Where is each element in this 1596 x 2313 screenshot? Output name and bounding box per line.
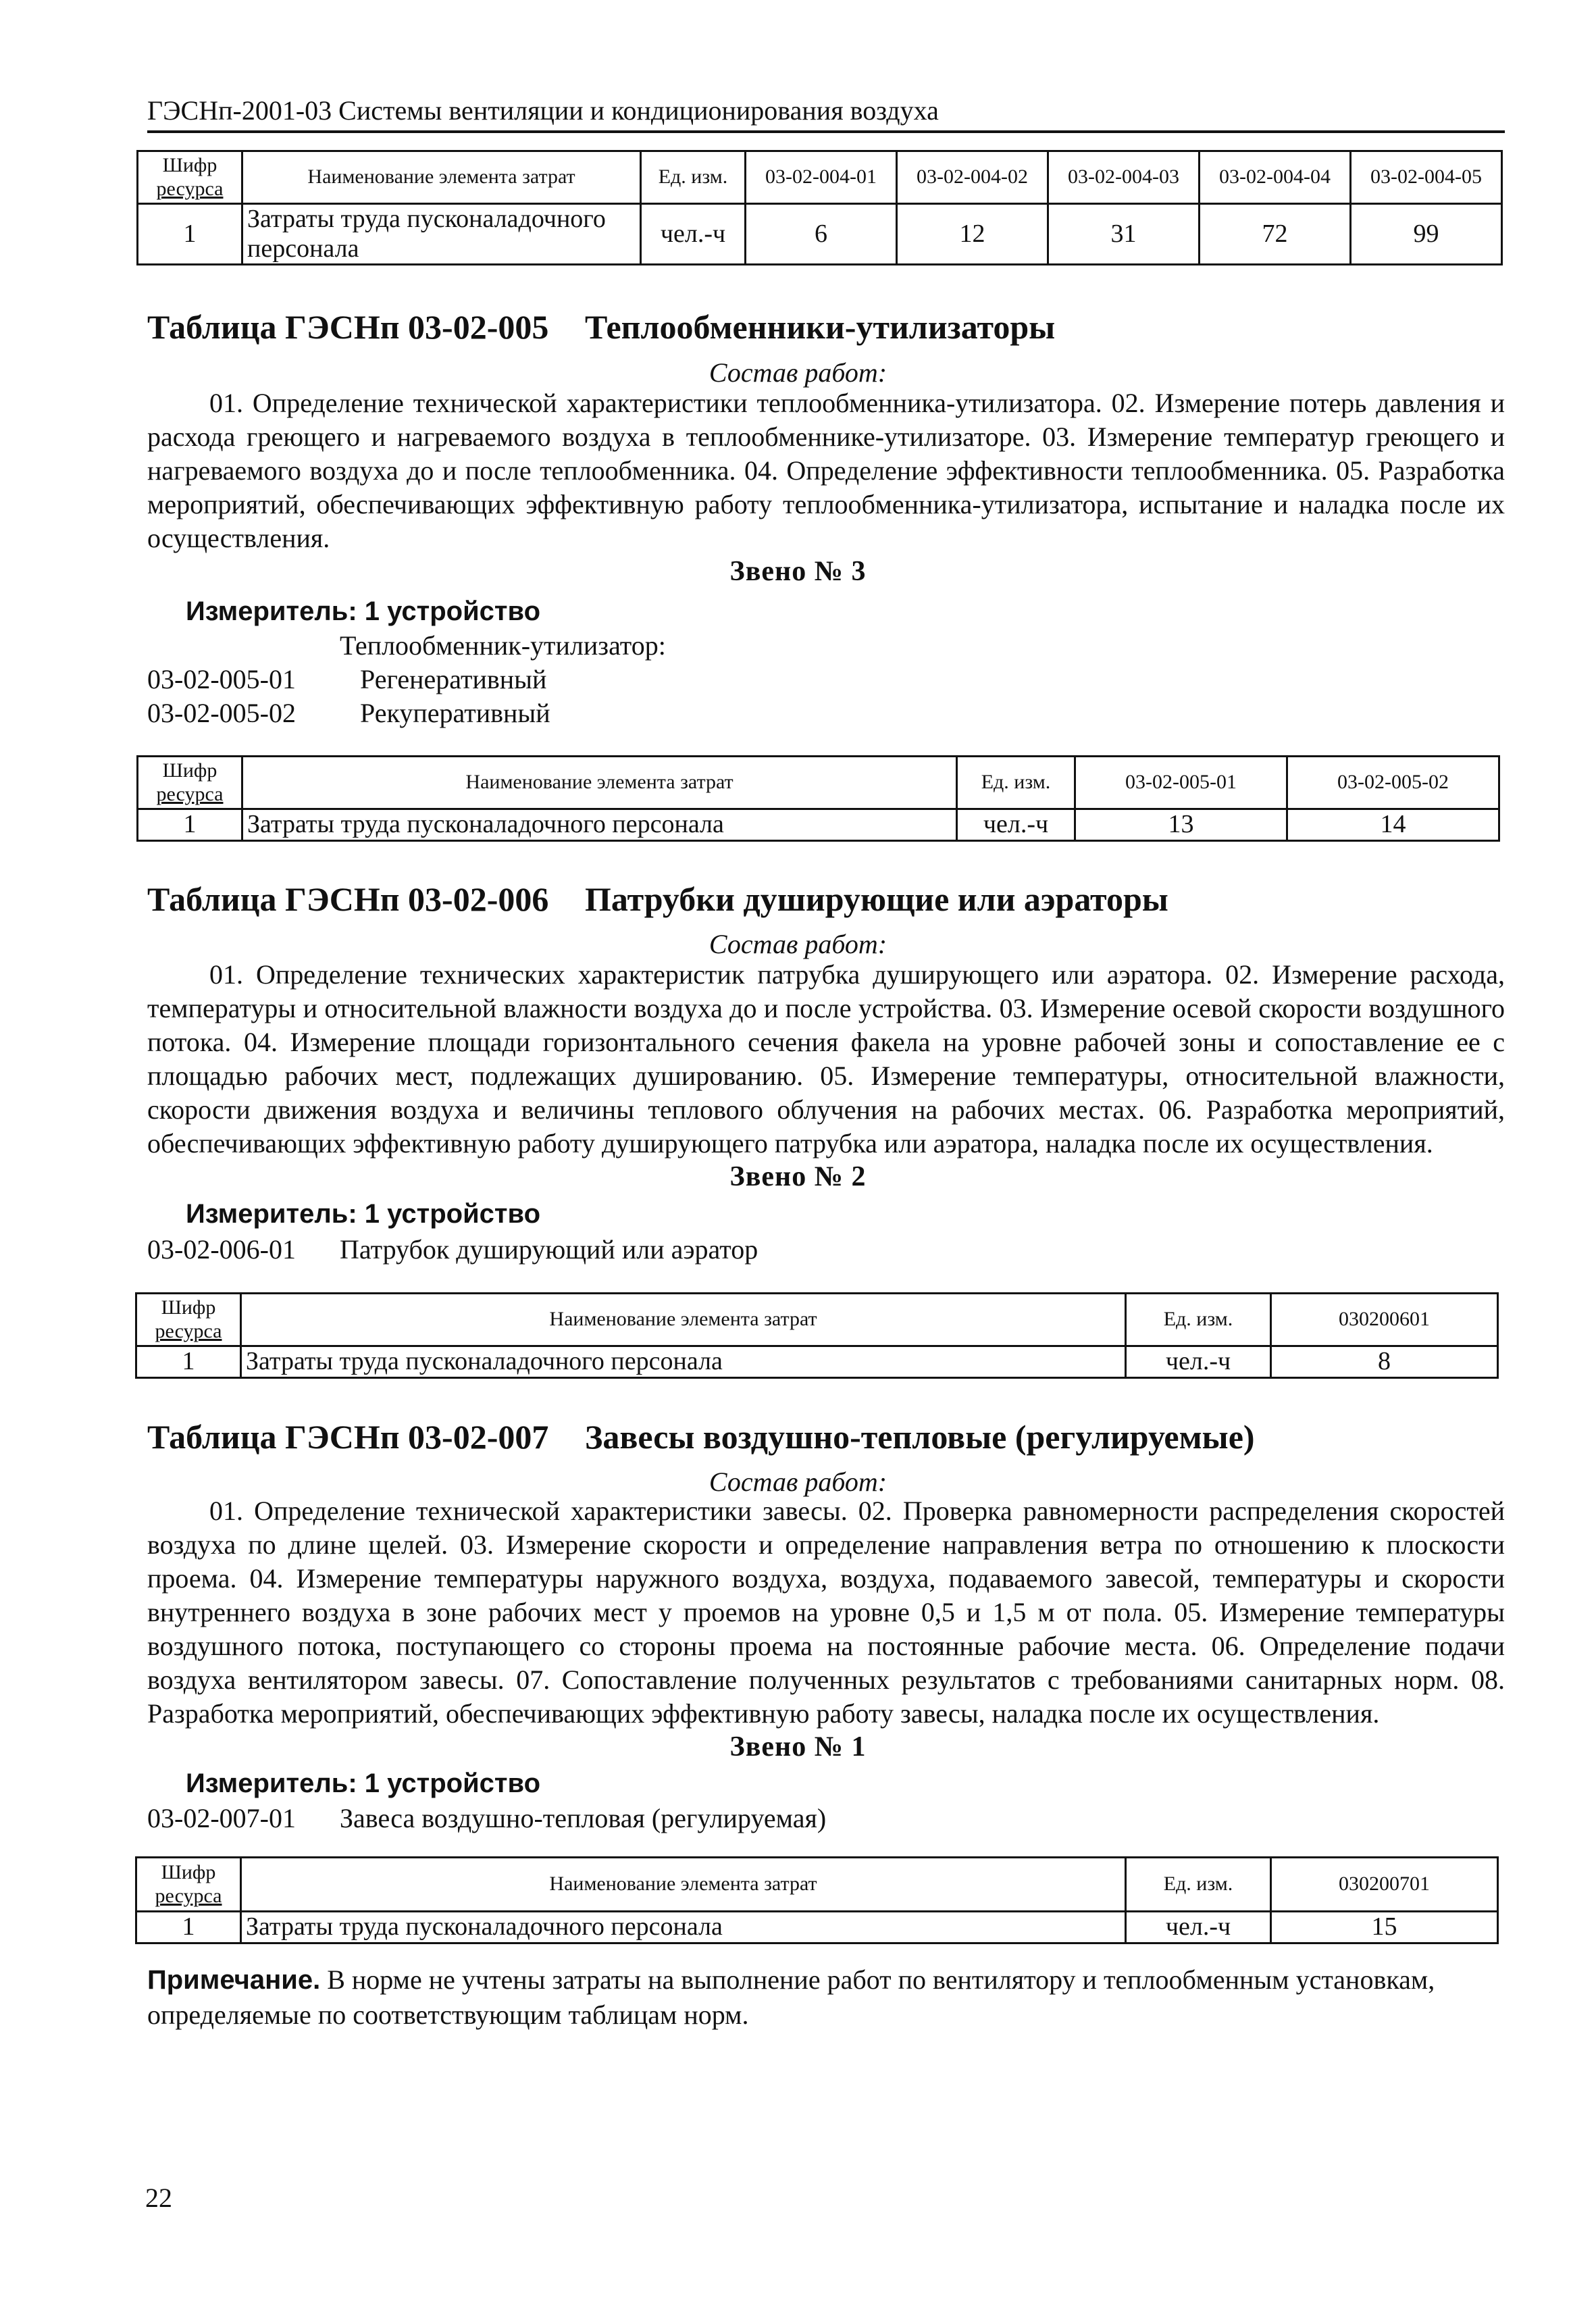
row-value: 8: [1271, 1346, 1498, 1378]
row-value: 72: [1200, 204, 1351, 265]
item-name: Завеса воздушно-тепловая (регулируемая): [340, 1803, 827, 1833]
table-row: [138, 204, 1502, 265]
code-header: Шифр ресурса: [138, 757, 242, 809]
composition-text: 01. Определение технических характеристик патрубка душирующего или аэратора. 02. Измерение расхода, температуры и относительной влажности воздуха до и после устройства. 03. Измерение осевой скорости воздушного потока. 04. Измерение площади горизонтального сечения факела на уровне рабочей зоны и сопоставление ее с площадью рабочих мест, подлежащих душированию. 05. Измерение температуры, относительной влажности, скорости движения воздуха и величины теплового облучения на рабочих местах. 06. Разработка мероприятий, обеспечивающих эффективную работу душирующего патрубка или аэратора, наладка после их осуществления.: [147, 959, 1505, 1159]
row-unit: чел.-ч: [641, 204, 746, 265]
table-title-007: [147, 1417, 1255, 1456]
table-row: [136, 1912, 1498, 1943]
composition-label: Состав работ:: [709, 357, 887, 388]
code-header: Шифр ресурса: [138, 151, 242, 204]
unit-header: Ед. изм.: [1126, 1294, 1271, 1346]
table-row: [138, 809, 1499, 841]
row-name: Затраты труда пусконаладочного персонала: [241, 1346, 1126, 1378]
norm-table-004: [136, 150, 1503, 265]
unit-header: Ед. изм.: [957, 757, 1075, 809]
item-code: 03-02-007-01: [147, 1803, 296, 1833]
page-number: 22: [145, 2183, 172, 2213]
meter-label: Измеритель: 1 устройство: [186, 1769, 540, 1798]
zveno-label: Звено № 1: [729, 1731, 867, 1762]
row-code: 1: [136, 1346, 241, 1378]
row-unit: чел.-ч: [1126, 1346, 1271, 1378]
item-code: 03-02-006-01: [147, 1234, 296, 1265]
item-code: 03-02-005-02: [147, 698, 296, 728]
item-name: Патрубок душирующий или аэратор: [340, 1234, 758, 1265]
composition-text: 01. Определение технической характеристики завесы. 02. Проверка равномерности распределения скоростей воздуха по длине щелей. 03. Измерение скорости и определение направления ветра по отношению к плоскости проема. 04. Измерение температуры наружного воздуха, воздуха, подаваемого завесой, температуры и скорости внутреннего воздуха в зоне рабочих мест у проемов на уровне 0,5 и 1,5 м от пола. 05. Измерение температуры воздушного потока, поступающего со стороны проема на постоянные рабочие места. 06. Определение подачи воздуха вентилятором завесы. 07. Сопоставление полученных результатов с требованиями санитарных норм. 08. Разработка мероприятий, обеспечивающих эффективную работу завесы, наладка после их осуществления.: [147, 1496, 1505, 1729]
row-name: Затраты труда пусконаладочного персонала: [242, 204, 641, 265]
col-code: 03-02-004-03: [1048, 151, 1200, 204]
col-code: 03-02-005-01: [1075, 757, 1287, 809]
table-name: Завесы воздушно-тепловые (регулируемые): [585, 1418, 1255, 1456]
col-code: 03-02-004-04: [1200, 151, 1351, 204]
table-number: Таблица ГЭСНп 03-02-006: [147, 880, 549, 918]
zveno-label: Звено № 3: [729, 556, 867, 587]
composition-label: Состав работ:: [709, 929, 887, 959]
composition-label: Состав работ:: [709, 1467, 887, 1497]
note-label: Примечание.: [147, 1965, 321, 1995]
row-value: 6: [746, 204, 897, 265]
row-unit: чел.-ч: [1126, 1912, 1271, 1943]
col-code: 03-02-004-05: [1351, 151, 1502, 204]
col-code: 030200701: [1271, 1858, 1498, 1912]
table-number: Таблица ГЭСНп 03-02-007: [147, 1418, 549, 1456]
row-value: 13: [1075, 809, 1287, 841]
norm-table-006: [135, 1292, 1499, 1379]
note-text: В норме не учтены затраты на выполнение работ по вентилятору и теплообменным установкам, определяемые по соответствующим таблицам норм.: [147, 1964, 1435, 2030]
zveno-label: Звено № 2: [729, 1161, 867, 1192]
code-header: Шифр ресурса: [136, 1294, 241, 1346]
col-code: 03-02-004-02: [897, 151, 1048, 204]
unit-header: Ед. изм.: [1126, 1858, 1271, 1912]
name-header: Наименование элемента затрат: [241, 1294, 1126, 1346]
row-value: 31: [1048, 204, 1200, 265]
row-code: 1: [138, 204, 242, 265]
table-number: Таблица ГЭСНп 03-02-005: [147, 308, 549, 346]
item-code: 03-02-005-01: [147, 664, 296, 694]
table-row: [136, 1346, 1498, 1378]
col-code: 030200601: [1271, 1294, 1498, 1346]
item-name: Регенеративный: [360, 664, 547, 694]
composition-text: 01. Определение технической характеристики теплообменника-утилизатора. 02. Измерение потерь давления и расхода греющего и нагреваемого воздуха в теплообменнике-утилизаторе. 03. Измерение температур греющего и нагреваемого воздуха до и после теплообменника. 04. Определение эффективности теплообменника. 05. Разработка мероприятий, обеспечивающих эффективную работу теплообменника-утилизатора, испытание и наладка после их осуществления.: [147, 388, 1505, 553]
name-header: Наименование элемента затрат: [242, 151, 641, 204]
row-name: Затраты труда пусконаладочного персонала: [242, 809, 957, 841]
row-code: 1: [138, 809, 242, 841]
meter-label: Измеритель: 1 устройство: [186, 1199, 540, 1229]
note: [147, 1962, 1505, 2033]
table-title-006: [147, 880, 1168, 919]
norm-table-007: [135, 1856, 1499, 1944]
row-code: 1: [136, 1912, 241, 1943]
name-header: Наименование элемента затрат: [242, 757, 957, 809]
table-title-005: [147, 307, 1055, 347]
row-value: 14: [1287, 809, 1499, 841]
row-name: Затраты труда пусконаладочного персонала: [241, 1912, 1126, 1943]
col-code: 03-02-004-01: [746, 151, 897, 204]
table-name: Патрубки душирующие или аэраторы: [585, 880, 1168, 918]
unit-header: Ед. изм.: [641, 151, 746, 204]
name-header: Наименование элемента затрат: [241, 1858, 1126, 1912]
meter-label: Измеритель: 1 устройство: [186, 596, 540, 626]
running-header: ГЭСНп-2001-03 Системы вентиляции и кондиционирования воздуха: [147, 95, 1505, 133]
row-value: 15: [1271, 1912, 1498, 1943]
code-header: Шифр ресурса: [136, 1858, 241, 1912]
row-value: 99: [1351, 204, 1502, 265]
norm-table-005: [136, 755, 1500, 842]
item-name: Рекуперативный: [360, 698, 550, 728]
col-code: 03-02-005-02: [1287, 757, 1499, 809]
group-title: Теплообменник-утилизатор:: [340, 630, 666, 661]
table-name: Теплообменники-утилизаторы: [585, 308, 1056, 346]
row-unit: чел.-ч: [957, 809, 1075, 841]
row-value: 12: [897, 204, 1048, 265]
